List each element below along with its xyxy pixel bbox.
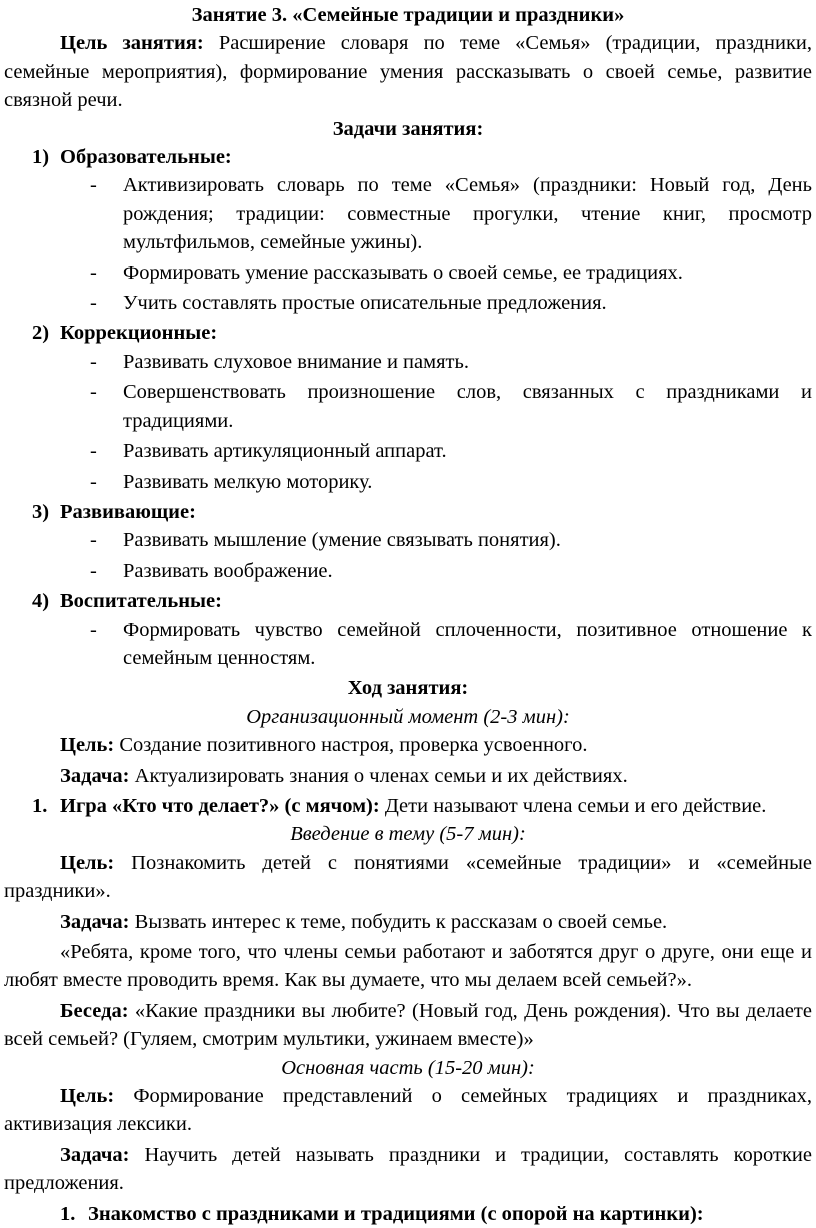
group-heading-educational <box>4 143 812 171</box>
list-item <box>4 526 812 554</box>
list-item-text: Совершенствовать произношение слов, связанных с праздниками и традициями. <box>123 381 812 432</box>
intro-task-text: Вызвать интерес к теме, побудить к рассказам о своей семье. <box>129 910 668 933</box>
intro-quote: «Ребята, кроме того, что члены семьи работают и заботятся друг о друге, они еще и любят вместе проводить время. Как вы думаете, что мы делаем всей семьей?». <box>4 941 812 992</box>
main-task-label: Задача: <box>60 1143 130 1166</box>
group-label: Воспитательные: <box>60 590 222 613</box>
org-task-label: Задача: <box>60 764 130 787</box>
dash-marker: - <box>90 618 97 641</box>
group-label: Коррекционные: <box>60 322 218 345</box>
lesson-goal <box>4 29 812 114</box>
group-label: Образовательные: <box>60 146 232 169</box>
org-goal <box>4 731 812 759</box>
list-item-text: Развивать слуховое внимание и память. <box>123 350 469 373</box>
lesson-goal-label: Цель занятия: <box>60 32 204 55</box>
lesson-title: Занятие 3. «Семейные традиции и праздники» <box>191 4 625 26</box>
list-item <box>4 171 812 256</box>
dash-marker: - <box>90 381 97 404</box>
main-subtitle: Основная часть (15-20 мин): <box>281 1056 535 1079</box>
dash-marker: - <box>90 292 97 315</box>
intro-talk <box>4 997 812 1054</box>
list-item-text: Формировать чувство семейной сплоченности, позитивное отношение к семейным ценностям. <box>123 618 812 669</box>
main-item-text: Знакомство с праздниками и традициями (с опорой на картинки): <box>88 1202 704 1225</box>
intro-task <box>4 908 812 936</box>
dash-marker: - <box>90 174 97 197</box>
list-item-text: Развивать мышление (умение связывать понятия). <box>123 529 561 552</box>
intro-goal-label: Цель: <box>60 851 115 874</box>
list-item <box>4 616 812 673</box>
group-number: 2) <box>32 322 50 345</box>
list-item <box>4 468 812 496</box>
org-game-label: Игра «Кто что делает?» (с мячом): <box>60 794 380 817</box>
group-number: 4) <box>32 590 50 613</box>
org-task-text: Актуализировать знания о членах семьи и их действиях. <box>129 764 628 787</box>
list-item <box>4 378 812 435</box>
group-number: 1) <box>32 146 50 169</box>
dash-marker: - <box>90 470 97 493</box>
main-goal-text: Формирование представлений о семейных традициях и праздниках, активизация лексики. <box>4 1085 812 1136</box>
course-heading: Ход занятия: <box>347 677 469 700</box>
org-game-text: Дети называют члена семьи и его действие. <box>379 794 767 817</box>
list-item <box>4 259 812 287</box>
list-item-text: Учить составлять простые описательные предложения. <box>123 292 607 315</box>
intro-goal <box>4 849 812 906</box>
intro-task-label: Задача: <box>60 910 130 933</box>
main-task-text: Научить детей называть праздники и традиции, составлять короткие предложения. <box>4 1143 812 1195</box>
list-item <box>4 289 812 317</box>
group-heading-correctional <box>4 319 812 347</box>
org-task <box>4 762 812 790</box>
list-item <box>4 557 812 585</box>
group-heading-upbringing <box>4 587 812 615</box>
group-heading-developmental <box>4 498 812 526</box>
list-item-text: Развивать мелкую моторику. <box>123 470 373 493</box>
org-game-number: 1. <box>32 794 48 817</box>
main-item-number: 1. <box>60 1202 76 1225</box>
dash-marker: - <box>90 529 97 552</box>
main-goal-label: Цель: <box>60 1085 115 1108</box>
intro-subtitle: Введение в тему (5-7 мин): <box>290 823 526 846</box>
main-item <box>4 1200 812 1228</box>
dash-marker: - <box>90 261 97 284</box>
intro-talk-label: Беседа: <box>60 999 129 1022</box>
main-task <box>4 1141 812 1198</box>
list-item-text: Активизировать словарь по теме «Семья» (праздники: Новый год, День рождения; традиции: совместные прогулки, чтение книг, просмотр мультфильмов, семейные ужины). <box>123 174 812 254</box>
list-item-text: Развивать артикуляционный аппарат. <box>123 440 447 463</box>
org-goal-label: Цель: <box>60 734 115 757</box>
group-label: Развивающие: <box>60 500 196 523</box>
org-goal-text: Создание позитивного настроя, проверка усвоенного. <box>114 734 588 757</box>
main-goal <box>4 1082 812 1139</box>
lesson-goal-text: Расширение словаря по теме «Семья» (традиции, праздники, семейные мероприятия), формирование умения рассказывать о своей семье, развитие связной речи. <box>4 32 812 112</box>
list-item <box>4 437 812 465</box>
list-item-text: Формировать умение рассказывать о своей семье, ее традициях. <box>123 261 683 284</box>
intro-goal-text: Познакомить детей с понятиями «семейные традиции» и «семейные праздники». <box>4 851 812 903</box>
list-item-text: Развивать воображение. <box>123 559 333 582</box>
org-game-item <box>4 792 812 820</box>
org-subtitle: Организационный момент (2-3 мин): <box>246 705 570 728</box>
list-item <box>4 348 812 376</box>
group-number: 3) <box>32 500 50 523</box>
dash-marker: - <box>90 350 97 373</box>
dash-marker: - <box>90 440 97 463</box>
dash-marker: - <box>90 559 97 582</box>
tasks-heading: Задачи занятия: <box>332 117 484 140</box>
intro-talk-text: «Какие праздники вы любите? (Новый год, День рождения). Что вы делаете всей семьей? (Гуляем, смотрим мультики, ужинаем вместе)» <box>4 999 812 1051</box>
